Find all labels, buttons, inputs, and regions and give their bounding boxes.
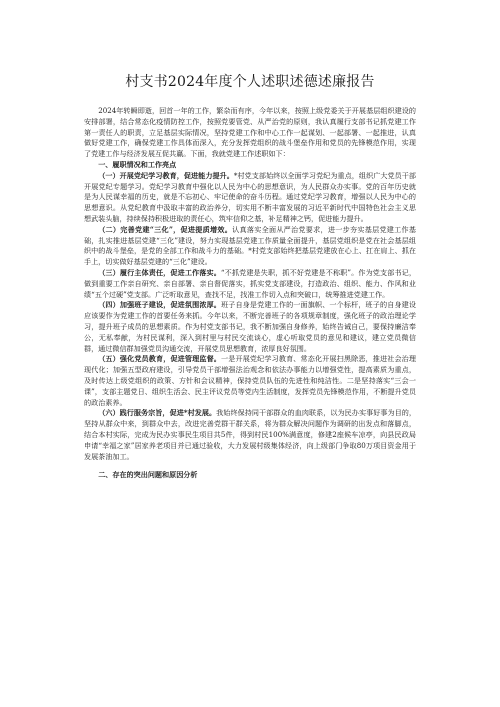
document-body xyxy=(84,106,416,481)
section-heading-2: 二、存在的突出问题和原因分析 xyxy=(98,470,198,480)
item-text-2: 认真落实全面从严治党要求，进一步夯实基层党建工作基础，扎实推进基层党建“三化”建设，努力实现基层党建工作质量全面提升，基层党组织是党在社会基层组织中的战斗堡垒，是党的全部工作和战斗力的基础。*村党支部始终把基层党建放在心上、扛在肩上、抓在手上，切实做好基层党建的“三化”建设。 xyxy=(84,224,416,267)
item-paragraph-5 xyxy=(84,354,416,408)
item-heading-1: （一）开展党纪学习教育，促进能力提升。 xyxy=(98,170,234,180)
item-text-6: 我始终保持同干部群众的血肉联系，以为民办实事好事为目的，坚持从群众中来，到群众中去，改进完善党群干群关系，将为群众解决问题作为调研的出发点和落脚点，结合本村实际，完成为民办实事民生项目共5件，得到村民100%满意度，修建2座候车凉亭，向县民政局申请“幸福之家”居家养老项目并已通过验收，大力发展村级集体经济，向上级部门争取80万项目资金用于发展茶油加工。 xyxy=(84,408,417,461)
item-text-1: *村党支部始终以全面学习党纪为重点，组织广大党员干部开展党纪专题学习。党纪学习教育中强化以人民为中心的思想意识，为人民群众办实事。党的百年历史就是为人民谋幸福的历史，就是不忘初心、牢记使命的奋斗历程。通过党纪学习教育，增强以人民为中心的思想意识。从党纪教育中汲取丰富的政治养分，切实用不断丰富发展的习近平新时代中国特色社会主义思想武装头脑，持续保持积极进取的责任心，筑牢信仰之基，补足精神之钙，促进能力提升。 xyxy=(84,170,417,223)
item-paragraph-2 xyxy=(84,225,416,268)
item-heading-2: （二）完善党建“三化”，促进提质增效。 xyxy=(98,224,233,234)
item-paragraph-4 xyxy=(84,300,416,354)
item-text-4: 班子自身是党建工作的一面旗帜、一个标杆，班子的自身建设应该要作为党建工作的首要任务来抓。今年以来，不断完善班子的各项规章制度，强化班子的政治理论学习，提升班子成员的思想素质。作为村党支部书记，我不断加强自身修养，始终告诫自己，要保持廉洁奉公，无私奉献，为村民谋利，深入到村里与村民交流谈心，虚心听取党员的意见和建议，建立党员微信群，通过微信群加强党员沟通交流，开展党员思想教育，浓厚良好氛围。 xyxy=(84,300,416,353)
intro-paragraph: 2024年转瞬即逝，回首一年的工作，繁杂而有序，今年以来，按照上级党委关于开展基层组织建设的安排部署，结合常态化疫情防控工作，按照党要管党、从严治党的原则，我认真履行支部书记抓党建工作第一责任人的职责，立足基层实际情况，坚持党建工作和中心工作一起谋划、一起部署、一起推进，认真做好党建工作，确保党建工作具体而深入，充分发挥党组织的战斗堡垒作用和党员的先锋模范作用，实现了党建工作与经济发展互促共赢。下面，我就党建工作述职如下： xyxy=(84,106,416,159)
document-title: 村支书2024年度个人述职述德述廉报告 xyxy=(125,74,375,90)
item-text-5: 一是开展党纪学习教育、常态化开展扫黑除恶，推进社会治理现代化；加强五型政府建设，引导党员干部增强法治观念和依法办事能力以增强党性，提高素质为重点，及时传达上级党组织的政策、方针和会议精神，保持党员队伍的先进性和纯洁性。二是坚持落实“三会一课”，支部主题党日、组织生活会、民主评议党员等党内生活制度，发挥党员先锋模范作用，不断提升党员的政治素养。 xyxy=(84,354,416,407)
item-heading-6: （六）践行服务宗旨，促进*村发展。 xyxy=(98,408,217,418)
item-text-3: “不抓党建是失职，抓不好党建是不称职”。作为党支部书记，做到重要工作亲自研究、亲自部署、亲自督促落实，抓实党支部建设，打造政治、组织、能力、作风和业绩“五个过硬”党支部。广泛听取意见，查找不足，找准工作切入点和突破口，统筹推进党建工作。 xyxy=(84,267,416,299)
section-heading-1: 一、履职情况和工作亮点 xyxy=(98,159,177,169)
item-heading-5: （五）强化党员教育，促进管理监督。 xyxy=(98,354,222,364)
item-heading-3: （三）履行主体责任，促进工作落实。 xyxy=(98,267,221,277)
item-paragraph-6 xyxy=(84,408,416,462)
item-paragraph-1 xyxy=(84,171,416,225)
item-heading-4: （四）加强班子建设，促进氛围浓厚。 xyxy=(98,300,222,310)
item-paragraph-3 xyxy=(84,268,416,300)
